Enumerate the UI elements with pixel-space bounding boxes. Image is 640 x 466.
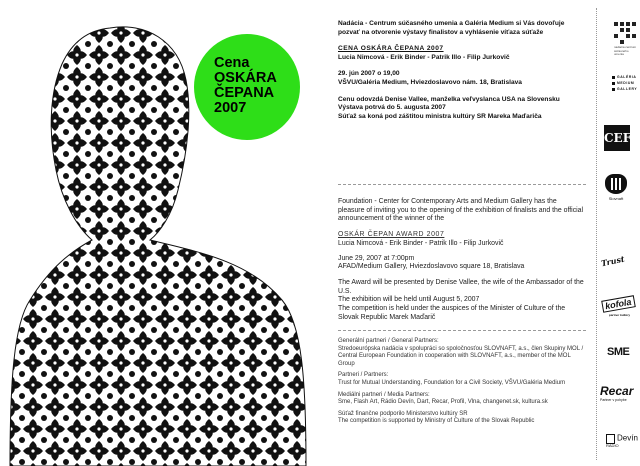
divider-bottom [338, 330, 586, 331]
sk-award-2: Výstava potrvá do 5. augusta 2007 [338, 104, 446, 112]
sk-date: 29. jún 2007 o 19,00 [338, 70, 400, 78]
devin-logo-caption: RÁDIO [606, 443, 619, 448]
badge-line-2: OSKÁRA [214, 70, 277, 86]
sme-logo-text: SME [607, 346, 630, 358]
badge-line-4: 2007 [214, 100, 247, 116]
cef-logo [604, 125, 630, 151]
trust-logo-text: Trust [600, 253, 626, 269]
trust-logo [600, 254, 625, 269]
medium-logo-line-3: GALLERY [617, 87, 638, 91]
kofola-logo [601, 295, 635, 317]
partners-general-heading: Generální partneri / General Partners: [338, 338, 439, 344]
nadacia-logo [614, 22, 637, 56]
support-en: The competition is supported by Ministry of Culture of the Slovak Republic [338, 418, 535, 425]
media-partners-text: Sme, Flash Art, Rádio Devín, Dart, Recar, Profil, Vlna, changenet.sk, kultura.sk [338, 399, 548, 406]
recar-logo-caption: Partner v pohybe [600, 398, 627, 402]
recar-logo-text: Recar [600, 384, 634, 398]
en-intro: Foundation - Center for Contemporary Arts and Medium Gallery has the pleasure of inviting you to the opening of the exhibition of finalists and the official announcement of the winner of the [338, 198, 584, 223]
support-sk: Súťaž finančne podporilo Ministerstvo kultúry SR [338, 410, 468, 417]
sk-venue: VŠVU/Galéria Medium, Hviezdoslavovo nám. 18, Bratislava [338, 78, 522, 86]
divider-top [338, 184, 586, 185]
en-award-3: The competition is held under the auspices of the Minister of Culture of the Slovak Republic Marek Maďarič [338, 305, 566, 321]
en-award-1: The Award will be presented by Denise Vallee, the wife of the Ambassador of the U.S. [338, 278, 584, 295]
partners-section [338, 338, 584, 430]
badge-line-1: Cena [214, 55, 250, 71]
kofola-logo-text: kofola [604, 296, 633, 312]
sk-award-3: Súťaž sa koná pod záštitou ministra kultúry SR Mareka Maďariča [338, 112, 542, 120]
en-award-2: The exhibition will be held until August 5, 2007 [338, 296, 480, 304]
medium-logo-line-2: MEDIUM [617, 81, 635, 85]
slovak-invitation [338, 20, 584, 129]
partners-general-text: Stredoeurópska nadácia v spolupráci so spoločnosťou SLOVNAFT, a.s., člen Skupiny MOL / Central European Foundation in cooperation with SLOVNAFT, a.s., member of the MOL Group [338, 345, 584, 367]
en-venue: AFAD/Medium Gallery, Hviezdoslavovo square 18, Bratislava [338, 263, 525, 271]
partners-heading: Partneri / Partners: [338, 372, 389, 379]
cef-logo-text: CEF [604, 131, 632, 145]
english-invitation [338, 198, 584, 329]
en-artists: Lucia Nimcová - Erik Binder - Patrik Illo - Filip Jurkovič [338, 239, 504, 247]
badge-line-3: ČEPANA [214, 85, 275, 101]
sme-logo [607, 346, 629, 358]
en-title: OSKÁR ČEPAN AWARD 2007 [338, 231, 445, 239]
slovnaft-logo-text: Slovnaft [608, 196, 624, 201]
galeria-medium-logo [612, 74, 637, 92]
partners-text: Trust for Mutual Understanding, Foundation for a Civil Society, VŠVU/Galéria Medium [338, 379, 566, 386]
logo-column-divider [596, 8, 597, 460]
sk-intro: Nadácia - Centrum súčasného umenia a Galéria Medium si Vás dovoľuje pozvať na otvorenie výstavy finalistov a vyhlásenie víťaza súťaže [338, 20, 565, 36]
en-date: June 29, 2007 at 7:00pm [338, 254, 415, 262]
sk-title: CENA OSKÁRA ČEPANA 2007 [338, 45, 444, 53]
award-badge-title [214, 56, 277, 116]
radio-devin-logo [606, 434, 638, 449]
recar-logo [600, 384, 633, 402]
media-partners-heading: Mediálni partneri / Media Partners: [338, 391, 430, 398]
sk-artists: Lucia Nimcová - Erik Binder - Patrik Illo - Filip Jurkovič [338, 53, 510, 61]
kofola-logo-caption: partner kultúry [608, 312, 631, 317]
devin-logo-text: Devín [617, 433, 638, 443]
sk-award-1: Cenu odovzdá Denise Vallee, manželka veľvyslanca USA na Slovensku [338, 95, 560, 103]
slovnaft-logo [605, 174, 627, 201]
medium-logo-line-1: GALÉRIA [617, 75, 637, 79]
nadacia-logo-caption: nadácia centrum súčasného umenia [614, 45, 637, 56]
